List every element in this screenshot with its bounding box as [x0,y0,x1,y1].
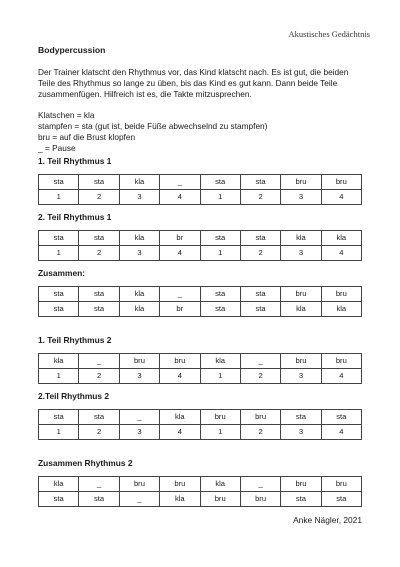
table-cell: sta [79,302,119,317]
table-cell: bru [160,354,200,369]
table-row [39,175,362,190]
table-cell: 4 [160,369,200,384]
table-cell: 4 [321,425,361,440]
table-cell: 3 [281,425,321,440]
intro-paragraph: Der Trainer klatscht den Rhythmus vor, das Kind klatscht nach. Es ist gut, die beiden Teile des Rhythmus so lange zu üben, bis das Kind es gut kann. Dann beide Teile zusammenfügen. Hilfreich ist es, die Takte mitzusprechen. [38,67,349,99]
table-cell: 2 [240,369,280,384]
table-cell: bru [321,175,361,190]
legend-item: _ = Pause [38,143,76,153]
section-title: 2. Teil Rhythmus 1 [38,212,112,222]
rhythm-table [38,230,362,261]
table-cell: kla [321,302,361,317]
table-cell: bru [321,354,361,369]
table-cell: sta [39,410,79,425]
table-cell: kla [119,175,159,190]
table-cell: 1 [39,425,79,440]
table-cell: 4 [321,246,361,261]
rhythm-section [38,391,362,440]
document-title: Bodypercussion [38,45,106,55]
section-title: 1. Teil Rhythmus 1 [38,156,112,166]
table-cell: sta [79,287,119,302]
table-cell: 3 [119,190,159,205]
legend-item: stampfen = sta (gut ist, beide Füße abwechselnd zu stampfen) [38,121,268,131]
table-cell: _ [119,492,159,507]
rhythm-table [38,174,362,205]
table-row [39,477,362,492]
table-cell: kla [160,492,200,507]
table-cell: sta [200,175,240,190]
legend-item: bru = auf die Brust klopfen [38,132,136,142]
table-row [39,410,362,425]
table-cell: 1 [200,425,240,440]
table-cell: 1 [39,369,79,384]
table-cell: bru [240,492,280,507]
table-cell: 2 [79,190,119,205]
table-row [39,190,362,205]
table-cell: 2 [79,246,119,261]
table-cell: br [160,231,200,246]
table-cell: bru [160,477,200,492]
table-cell: kla [160,410,200,425]
table-cell: sta [200,287,240,302]
table-cell: sta [281,492,321,507]
table-cell: 2 [79,369,119,384]
table-cell: sta [79,231,119,246]
table-row [39,287,362,302]
table-cell: 4 [160,190,200,205]
table-cell: sta [79,175,119,190]
table-cell: 1 [200,246,240,261]
table-cell: sta [240,175,280,190]
document-body [38,45,362,154]
table-cell: 3 [281,369,321,384]
table-cell: kla [281,302,321,317]
table-cell: kla [39,354,79,369]
table-cell: 3 [119,425,159,440]
section-title: Zusammen Rhythmus 2 [38,458,133,468]
table-cell: sta [79,410,119,425]
table-cell: 3 [281,246,321,261]
table-cell: sta [321,492,361,507]
table-cell: 4 [160,246,200,261]
page-header: Akustisches Gedächtnis [288,29,370,39]
table-cell: _ [160,287,200,302]
table-cell: 3 [281,190,321,205]
section-title: Zusammen: [38,268,86,278]
table-row [39,231,362,246]
table-cell: bru [281,477,321,492]
table-cell: kla [119,302,159,317]
legend [38,110,362,154]
table-cell: bru [200,492,240,507]
table-cell: kla [39,477,79,492]
table-cell: sta [240,302,280,317]
section-title: 1. Teil Rhythmus 2 [38,335,112,345]
table-cell: sta [39,287,79,302]
rhythm-table [38,409,362,440]
table-cell: bru [119,354,159,369]
table-cell: kla [321,231,361,246]
table-cell: sta [200,231,240,246]
table-cell: 1 [200,369,240,384]
table-cell: br [160,302,200,317]
table-cell: _ [160,175,200,190]
table-cell: bru [281,175,321,190]
rhythm-table [38,476,362,507]
rhythm-section [38,268,362,317]
table-row [39,246,362,261]
table-cell: sta [39,302,79,317]
table-cell: bru [321,287,361,302]
table-cell: 4 [160,425,200,440]
table-cell: 1 [200,190,240,205]
table-cell: sta [200,302,240,317]
table-cell: sta [281,410,321,425]
table-cell: 2 [240,190,280,205]
table-cell: sta [240,287,280,302]
table-cell: 1 [39,246,79,261]
table-row [39,302,362,317]
table-row [39,354,362,369]
table-row [39,425,362,440]
table-cell: sta [240,231,280,246]
table-cell: bru [119,477,159,492]
table-cell: kla [281,231,321,246]
table-cell: kla [200,477,240,492]
table-cell: _ [79,477,119,492]
table-cell: 3 [119,369,159,384]
table-row [39,492,362,507]
table-cell: _ [240,354,280,369]
table-cell: _ [119,410,159,425]
table-cell: kla [119,287,159,302]
rhythm-section [38,335,362,384]
legend-item: Klatschen = kla [38,110,95,120]
rhythm-table [38,353,362,384]
rhythm-table [38,286,362,317]
table-cell: _ [240,477,280,492]
table-cell: sta [79,492,119,507]
table-cell: bru [321,477,361,492]
table-cell: 3 [119,246,159,261]
table-cell: bru [281,354,321,369]
table-cell: sta [39,175,79,190]
table-cell: bru [200,410,240,425]
rhythm-section [38,212,362,261]
table-cell: bru [240,410,280,425]
author-footer: Anke Nägler, 2021 [293,515,362,525]
rhythm-section [38,156,362,205]
table-row [39,369,362,384]
table-cell: sta [321,410,361,425]
table-cell: 4 [321,190,361,205]
table-cell: sta [39,492,79,507]
table-cell: sta [39,231,79,246]
section-title: 2.Teil Rhythmus 2 [38,391,110,401]
table-cell: kla [200,354,240,369]
table-cell: 2 [240,425,280,440]
table-cell: 4 [321,369,361,384]
table-cell: 2 [79,425,119,440]
table-cell: 2 [240,246,280,261]
table-cell: kla [119,231,159,246]
table-cell: 1 [39,190,79,205]
table-cell: _ [79,354,119,369]
table-cell: bru [281,287,321,302]
rhythm-section [38,458,362,507]
